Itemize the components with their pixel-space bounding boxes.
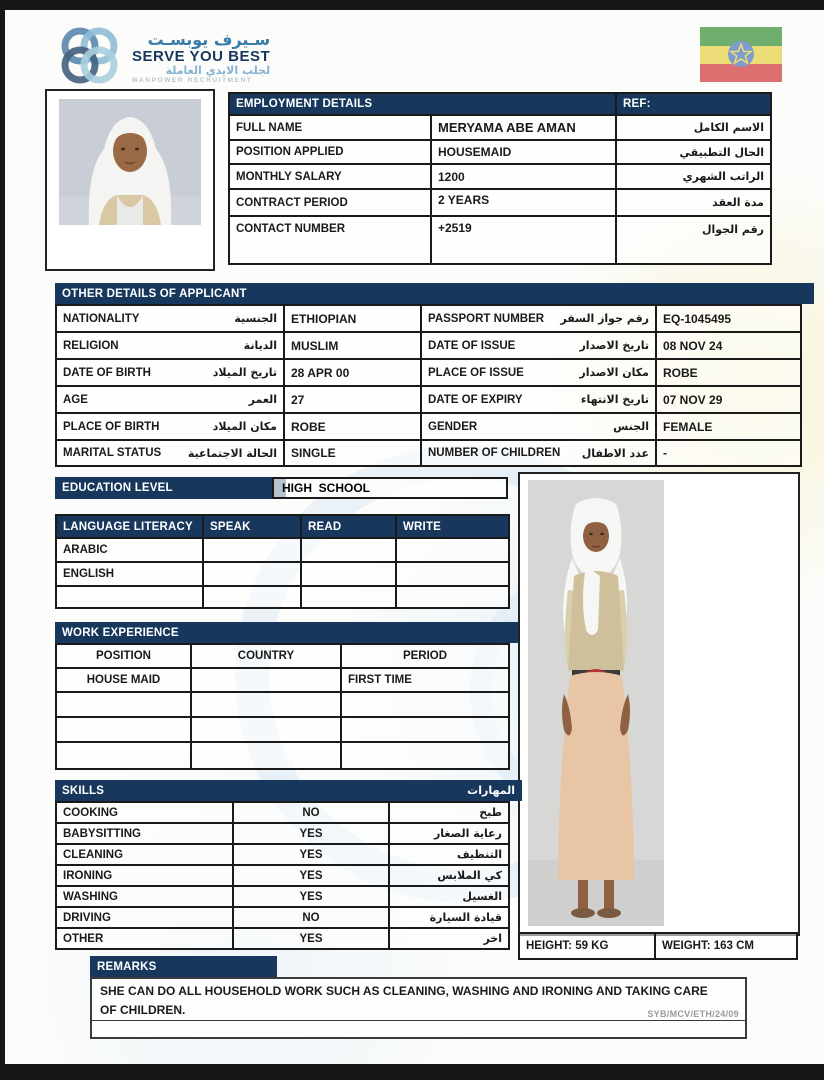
field-label-cell xyxy=(56,305,284,332)
table-row xyxy=(56,332,421,359)
field-label-arabic: الجنسية xyxy=(234,312,277,325)
field-label: POSITION APPLIED xyxy=(229,140,431,164)
field-label-arabic: الجنس xyxy=(613,420,649,433)
field-label: NATIONALITY xyxy=(63,312,140,325)
physical-measurements-table xyxy=(518,932,798,960)
field-label-cell xyxy=(421,386,656,413)
work-period: FIRST TIME xyxy=(341,668,509,692)
field-label-arabic: الاسم الكامل xyxy=(616,115,771,140)
table-row xyxy=(421,413,801,440)
table-row xyxy=(56,692,509,717)
skill-label-arabic: رعاية الصغار xyxy=(389,823,509,844)
employment-section-title: EMPLOYMENT DETAILS xyxy=(229,93,616,115)
field-label: CONTACT NUMBER xyxy=(229,216,431,264)
table-row xyxy=(56,865,509,886)
remarks-divider xyxy=(92,1020,745,1021)
skill-value: NO xyxy=(233,907,389,928)
field-value: HOUSEMAID xyxy=(431,140,616,164)
table-row xyxy=(229,216,771,264)
skill-label-arabic: كي الملابس xyxy=(389,865,509,886)
table-row xyxy=(56,844,509,865)
height-value: HEIGHT: 59 KG xyxy=(519,933,655,959)
column-header: POSITION xyxy=(56,644,191,668)
work-position: HOUSE MAID xyxy=(56,668,191,692)
table-row xyxy=(421,305,801,332)
skill-label-arabic: قيادة السيارة xyxy=(389,907,509,928)
field-label: GENDER xyxy=(428,420,478,433)
other-details-section-title: OTHER DETAILS OF APPLICANT xyxy=(55,283,814,304)
field-label: DATE OF EXPIRY xyxy=(428,393,523,406)
work-position xyxy=(56,742,191,769)
applicant-fullbody-photo xyxy=(528,480,664,931)
language-literacy-table xyxy=(55,514,510,609)
remarks-section-title: REMARKS xyxy=(90,956,277,977)
other-details-right-table xyxy=(420,304,802,467)
table-row xyxy=(56,907,509,928)
field-label-arabic: مكان الاصدار xyxy=(579,366,649,379)
scan-edge-bottom xyxy=(0,1064,824,1080)
work-period xyxy=(341,742,509,769)
field-label-cell xyxy=(421,332,656,359)
serve-you-best-logo-icon xyxy=(52,18,126,97)
field-label-cell xyxy=(421,440,656,466)
skill-value: YES xyxy=(233,865,389,886)
column-header: READ xyxy=(301,515,396,538)
table-row xyxy=(421,386,801,413)
table-row xyxy=(56,586,509,608)
brand-name-arabic: سـيرف يوبسـت xyxy=(147,30,271,50)
table-row xyxy=(56,305,421,332)
employment-details-table xyxy=(228,92,772,265)
field-value: FEMALE xyxy=(656,413,801,440)
table-row xyxy=(229,164,771,189)
language-name: ARABIC xyxy=(56,538,203,562)
work-experience-section-title: WORK EXPERIENCE xyxy=(55,622,522,643)
field-label: PLACE OF ISSUE xyxy=(428,366,524,379)
language-read xyxy=(301,538,396,562)
field-value: 07 NOV 29 xyxy=(656,386,801,413)
field-label-cell xyxy=(56,332,284,359)
field-label: CONTRACT PERIOD xyxy=(229,189,431,216)
field-label: DATE OF ISSUE xyxy=(428,339,516,352)
table-row xyxy=(56,413,421,440)
scan-edge-top xyxy=(0,0,824,10)
field-value: +2519 xyxy=(431,216,616,264)
field-label-arabic: رقم جواز السفر xyxy=(560,312,649,325)
skills-section-title: SKILLS xyxy=(62,784,105,797)
field-label-arabic: العمر xyxy=(248,393,277,406)
field-label-cell xyxy=(421,305,656,332)
table-row xyxy=(229,115,771,140)
table-row xyxy=(421,440,801,466)
other-details-left-table xyxy=(55,304,422,467)
field-value: 08 NOV 24 xyxy=(656,332,801,359)
language-read xyxy=(301,562,396,586)
field-label-arabic: الحالة الاجتماعية xyxy=(187,446,277,460)
table-row xyxy=(56,515,509,538)
headshot-frame xyxy=(45,89,215,271)
field-value: ETHIOPIAN xyxy=(284,305,421,332)
skill-value: YES xyxy=(233,823,389,844)
remarks-text: SHE CAN DO ALL HOUSEHOLD WORK SUCH AS CLEANING, WASHING AND IRONING AND TAKING CARE OF CHILDREN. xyxy=(100,984,708,1017)
skill-label: COOKING xyxy=(56,802,233,823)
skill-value: YES xyxy=(233,844,389,865)
weight-value: WEIGHT: 163 CM xyxy=(655,933,797,959)
skill-label-arabic: الغسيل xyxy=(389,886,509,907)
education-level-value: HIGH SCHOOL xyxy=(272,477,508,499)
table-row xyxy=(56,644,509,668)
language-speak xyxy=(203,538,301,562)
brand-name-english: SERVE YOU BEST xyxy=(132,47,271,65)
work-position xyxy=(56,717,191,742)
skill-label: WASHING xyxy=(56,886,233,907)
work-country xyxy=(191,742,341,769)
fullbody-frame xyxy=(518,472,800,936)
work-country xyxy=(191,692,341,717)
document-ref-code: SYB/MCV/ETH/24/09 xyxy=(647,1009,739,1019)
table-row xyxy=(519,933,797,959)
table-row xyxy=(56,717,509,742)
skill-label: CLEANING xyxy=(56,844,233,865)
applicant-headshot-photo xyxy=(59,99,201,230)
table-row xyxy=(56,538,509,562)
field-value: 1200 xyxy=(431,164,616,189)
table-row xyxy=(56,928,509,949)
skill-label: IRONING xyxy=(56,865,233,886)
field-label-arabic: تاريخ الاصدار xyxy=(579,339,649,352)
work-position xyxy=(56,692,191,717)
field-label-cell xyxy=(421,413,656,440)
skill-value: NO xyxy=(233,802,389,823)
table-row xyxy=(229,93,771,115)
column-header: PERIOD xyxy=(341,644,509,668)
field-label: PLACE OF BIRTH xyxy=(63,420,160,433)
ref-label: REF: xyxy=(616,93,771,115)
field-label: PASSPORT NUMBER xyxy=(428,312,545,325)
work-period xyxy=(341,717,509,742)
field-label-arabic: الحال التطبيقي xyxy=(616,140,771,164)
skill-label-arabic: اخر xyxy=(389,928,509,949)
work-experience-table xyxy=(55,643,510,770)
language-write xyxy=(396,562,509,586)
language-write xyxy=(396,586,509,608)
table-row xyxy=(56,440,421,466)
field-label-cell xyxy=(421,359,656,386)
skills-section-title-arabic: المهارات xyxy=(467,784,515,797)
table-row xyxy=(56,359,421,386)
language-name xyxy=(56,586,203,608)
field-label-arabic: مدة العقد xyxy=(616,189,771,216)
brand-text xyxy=(132,31,270,83)
field-label-arabic: عدد الاطفال xyxy=(581,446,649,460)
field-label-arabic: الديانة xyxy=(243,339,277,352)
work-country xyxy=(191,717,341,742)
table-row xyxy=(229,189,771,216)
work-country xyxy=(191,668,341,692)
column-header: LANGUAGE LITERACY xyxy=(56,515,203,538)
field-value: MUSLIM xyxy=(284,332,421,359)
scan-edge-left xyxy=(0,0,5,1080)
table-row xyxy=(56,562,509,586)
table-row xyxy=(56,668,509,692)
field-label-arabic: مكان الميلاد xyxy=(212,420,277,433)
remarks-box xyxy=(90,977,747,1039)
brand-header xyxy=(52,18,270,97)
table-row xyxy=(229,140,771,164)
field-value: ROBE xyxy=(656,359,801,386)
column-header: WRITE xyxy=(396,515,509,538)
education-level-label: EDUCATION LEVEL xyxy=(55,477,286,499)
table-row xyxy=(421,332,801,359)
skill-label-arabic: التنظيف xyxy=(389,844,509,865)
skill-label: DRIVING xyxy=(56,907,233,928)
field-label: FULL NAME xyxy=(229,115,431,140)
field-value: - xyxy=(656,440,801,466)
field-value: 2 YEARS xyxy=(431,189,616,216)
column-header: SPEAK xyxy=(203,515,301,538)
field-value: ROBE xyxy=(284,413,421,440)
field-label: RELIGION xyxy=(63,339,119,352)
table-row xyxy=(421,359,801,386)
skills-section-header xyxy=(55,780,522,801)
field-label-arabic: الراتب الشهري xyxy=(616,164,771,189)
language-speak xyxy=(203,562,301,586)
work-period xyxy=(341,692,509,717)
skill-value: YES xyxy=(233,928,389,949)
field-label-arabic: تاريخ الانتهاء xyxy=(580,393,649,406)
field-value: SINGLE xyxy=(284,440,421,466)
field-label-cell xyxy=(56,440,284,466)
language-speak xyxy=(203,586,301,608)
brand-tagline-english: MANPOWER RECRUITMENT xyxy=(132,76,253,84)
skills-table xyxy=(55,801,510,950)
column-header: COUNTRY xyxy=(191,644,341,668)
ethiopia-flag-icon xyxy=(700,27,782,87)
field-label: MARITAL STATUS xyxy=(63,447,162,459)
field-label: DATE OF BIRTH xyxy=(63,366,151,379)
field-label-cell xyxy=(56,386,284,413)
table-row xyxy=(56,802,509,823)
field-label: MONTHLY SALARY xyxy=(229,164,431,189)
table-row xyxy=(56,886,509,907)
language-write xyxy=(396,538,509,562)
skill-label: BABYSITTING xyxy=(56,823,233,844)
field-label: AGE xyxy=(63,393,88,406)
field-label-arabic: تاريخ الميلاد xyxy=(212,366,277,379)
skill-label: OTHER xyxy=(56,928,233,949)
field-label-arabic: رقم الجوال xyxy=(616,216,771,264)
table-row xyxy=(56,742,509,769)
field-label-cell xyxy=(56,359,284,386)
brand-tagline-arabic: لجلب الايدي العاملة xyxy=(165,63,271,77)
field-label-cell xyxy=(56,413,284,440)
language-read xyxy=(301,586,396,608)
skill-value: YES xyxy=(233,886,389,907)
table-row xyxy=(56,386,421,413)
language-name: ENGLISH xyxy=(56,562,203,586)
field-value: 27 xyxy=(284,386,421,413)
field-value: EQ-1045495 xyxy=(656,305,801,332)
field-value: 28 APR 00 xyxy=(284,359,421,386)
skill-label-arabic: طبخ xyxy=(389,802,509,823)
field-value: MERYAMA ABE AMAN xyxy=(431,115,616,140)
table-row xyxy=(56,823,509,844)
field-label: NUMBER OF CHILDREN xyxy=(428,447,561,459)
